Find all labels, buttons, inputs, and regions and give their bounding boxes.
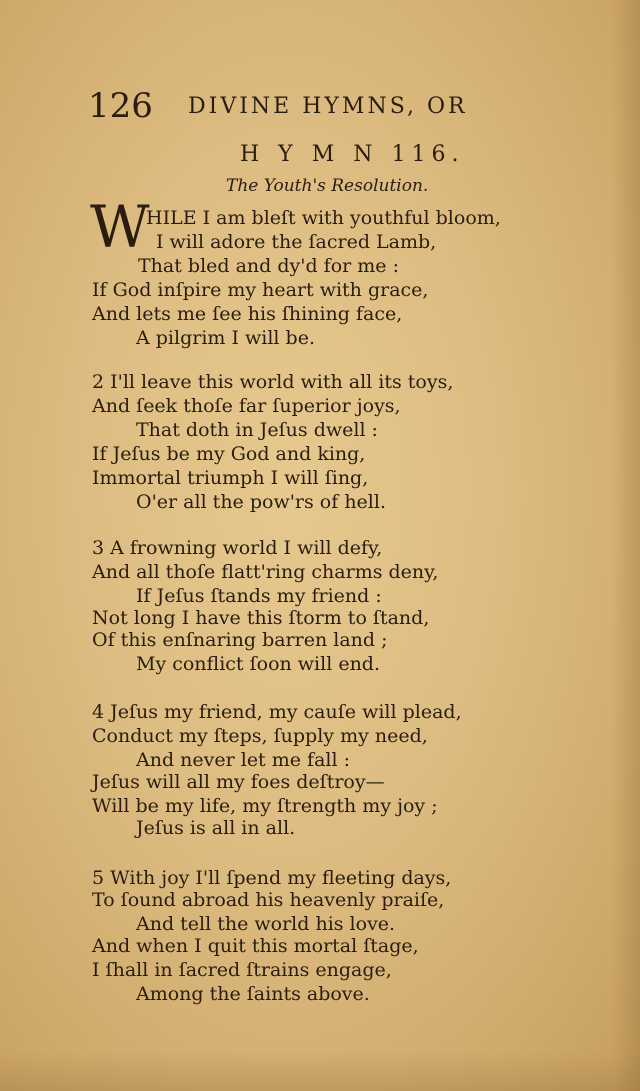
page-edge-shadow — [612, 0, 640, 1091]
verse-line: Immortal triumph I will ſing, — [92, 467, 369, 489]
verse-line: My conflict ſoon will end. — [136, 653, 381, 675]
verse-line: If Jeſus ſtands my friend : — [136, 585, 382, 607]
verse-line: I ſhall in ſacred ſtrains engage, — [92, 959, 392, 981]
verse-line: 2 I'll leave this world with all its toys, — [92, 371, 454, 393]
verse-line: HILE I am bleſt with youthful bloom, — [146, 207, 501, 229]
verse-line: And never let me fall : — [136, 749, 350, 771]
verse-line: O'er all the pow'rs of hell. — [136, 491, 386, 513]
verse-line: Among the ſaints above. — [136, 983, 370, 1005]
verse-line: If Jeſus be my God and king, — [92, 443, 366, 465]
verse-line: 4 Jeſus my friend, my cauſe will plead, — [92, 701, 462, 723]
hymn-subtitle: The Youth's Resolution. — [226, 176, 429, 196]
verse-line: And lets me ſee his ſhining face, — [92, 303, 403, 325]
verse-line: That bled and dy'd for me : — [138, 255, 399, 277]
verse-line: Not long I have this ſtorm to ſtand, — [92, 607, 430, 629]
verse-line: Jeſus will all my foes deſtroy— — [92, 771, 385, 793]
verse-line: Of this enſnaring barren land ; — [92, 629, 388, 651]
verse-line: I will adore the ſacred Lamb, — [156, 231, 437, 253]
verse-line: And when I quit this mortal ſtage, — [92, 935, 419, 957]
verse-line: And all thoſe flatt'ring charms deny, — [92, 561, 439, 583]
verse-line: A pilgrim I will be. — [136, 327, 315, 349]
verse-line: Jeſus is all in all. — [136, 817, 296, 839]
verse-line: If God inſpire my heart with grace, — [92, 279, 429, 301]
running-head: DIVINE HYMNS, OR — [188, 94, 468, 119]
verse-line: That doth in Jeſus dwell : — [136, 419, 378, 441]
verse-line: To ſound abroad his heavenly praiſe, — [92, 889, 445, 911]
page-number: 126 — [88, 86, 153, 126]
verse-line: Conduct my ſteps, ſupply my need, — [92, 725, 428, 747]
page-bottom-shadow — [0, 1051, 640, 1091]
verse-line: 3 A frowning world I will defy, — [92, 537, 383, 559]
hymn-title: H Y M N 116. — [240, 142, 465, 167]
verse-line: And ſeek thoſe far ſuperior joys, — [92, 395, 401, 417]
verse-line: Will be my life, my ſtrength my joy ; — [92, 795, 438, 817]
verse-line: 5 With joy I'll ſpend my fleeting days, — [92, 867, 452, 889]
drop-capital: W — [90, 193, 150, 261]
page-header — [88, 86, 518, 126]
verse-line: And tell the world his love. — [136, 913, 396, 935]
